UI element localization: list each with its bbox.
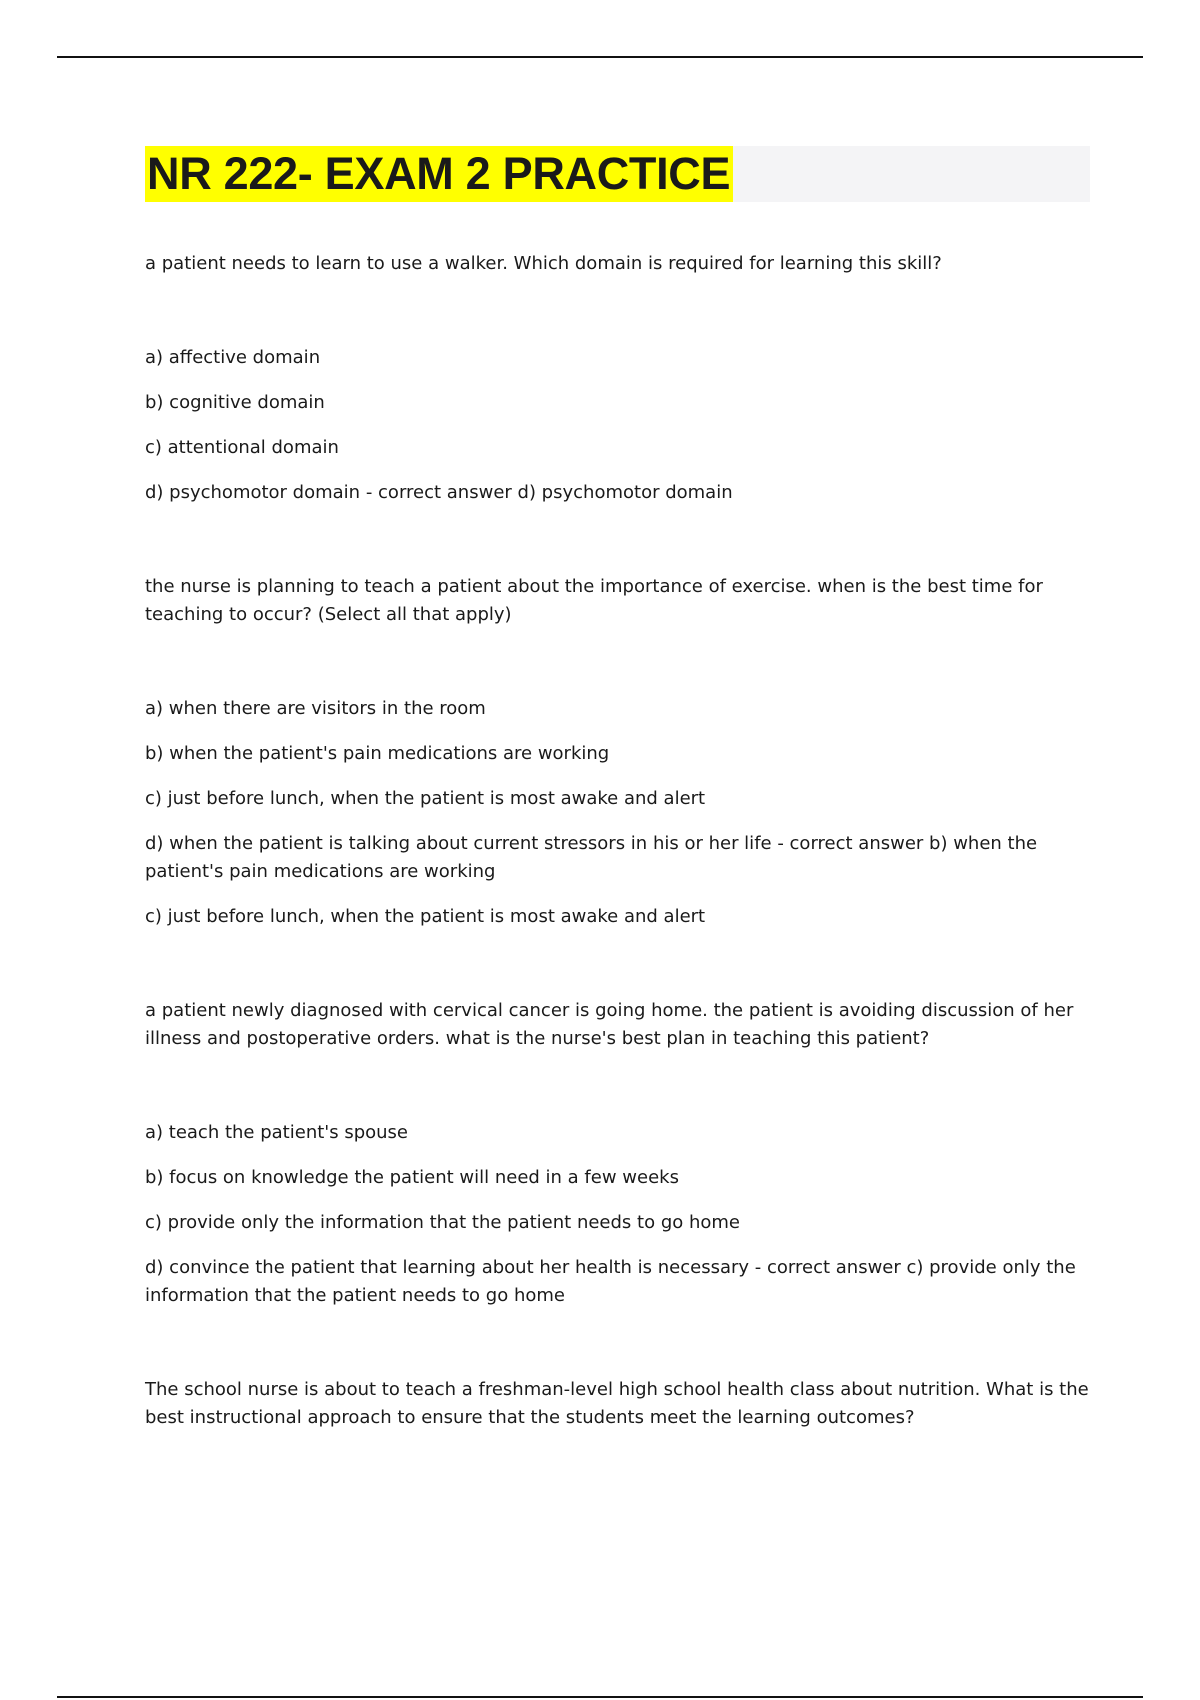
answer-option: d) when the patient is talking about current stressors in his or her life - correct answer b) when the patient's pain medications are working bbox=[145, 833, 1038, 882]
question-text: a patient newly diagnosed with cervical cancer is going home. the patient is avoiding discussion of her illness and postoperative orders. what is the nurse's best plan in teaching this patient? bbox=[145, 1000, 1074, 1049]
answer-option: a) teach the patient's spouse bbox=[145, 1122, 409, 1143]
answer-option: c) just before lunch, when the patient is most awake and alert bbox=[145, 906, 706, 927]
top-rule bbox=[57, 56, 1143, 58]
answer-option: b) cognitive domain bbox=[145, 392, 325, 413]
answer-option: a) when there are visitors in the room bbox=[145, 698, 486, 719]
answer-option: c) attentional domain bbox=[145, 437, 339, 458]
answer-option: c) just before lunch, when the patient is most awake and alert bbox=[145, 788, 706, 809]
question-1 bbox=[145, 250, 1090, 507]
question-2 bbox=[145, 573, 1090, 931]
answer-option: a) affective domain bbox=[145, 347, 321, 368]
document-title: NR 222- EXAM 2 PRACTICE bbox=[145, 146, 733, 202]
answer-option: d) psychomotor domain - correct answer d) psychomotor domain bbox=[145, 482, 733, 503]
question-text: The school nurse is about to teach a freshman-level high school health class about nutrition. What is the best instructional approach to ensure that the students meet the learning outcomes? bbox=[145, 1379, 1089, 1428]
answer-option: d) convince the patient that learning about her health is necessary - correct answer c) provide only the information that the patient needs to go home bbox=[145, 1257, 1076, 1306]
question-4 bbox=[145, 1376, 1090, 1432]
answer-option: b) when the patient's pain medications are working bbox=[145, 743, 610, 764]
question-text: a patient needs to learn to use a walker. Which domain is required for learning this skill? bbox=[145, 253, 942, 274]
answer-option: c) provide only the information that the patient needs to go home bbox=[145, 1212, 741, 1233]
bottom-rule bbox=[57, 1696, 1143, 1698]
document-body bbox=[145, 146, 1090, 1498]
question-3 bbox=[145, 997, 1090, 1310]
question-text: the nurse is planning to teach a patient about the importance of exercise. when is the best time for teaching to occur? (Select all that apply) bbox=[145, 576, 1043, 625]
answer-option: b) focus on knowledge the patient will need in a few weeks bbox=[145, 1167, 679, 1188]
title-bar bbox=[145, 146, 1090, 202]
